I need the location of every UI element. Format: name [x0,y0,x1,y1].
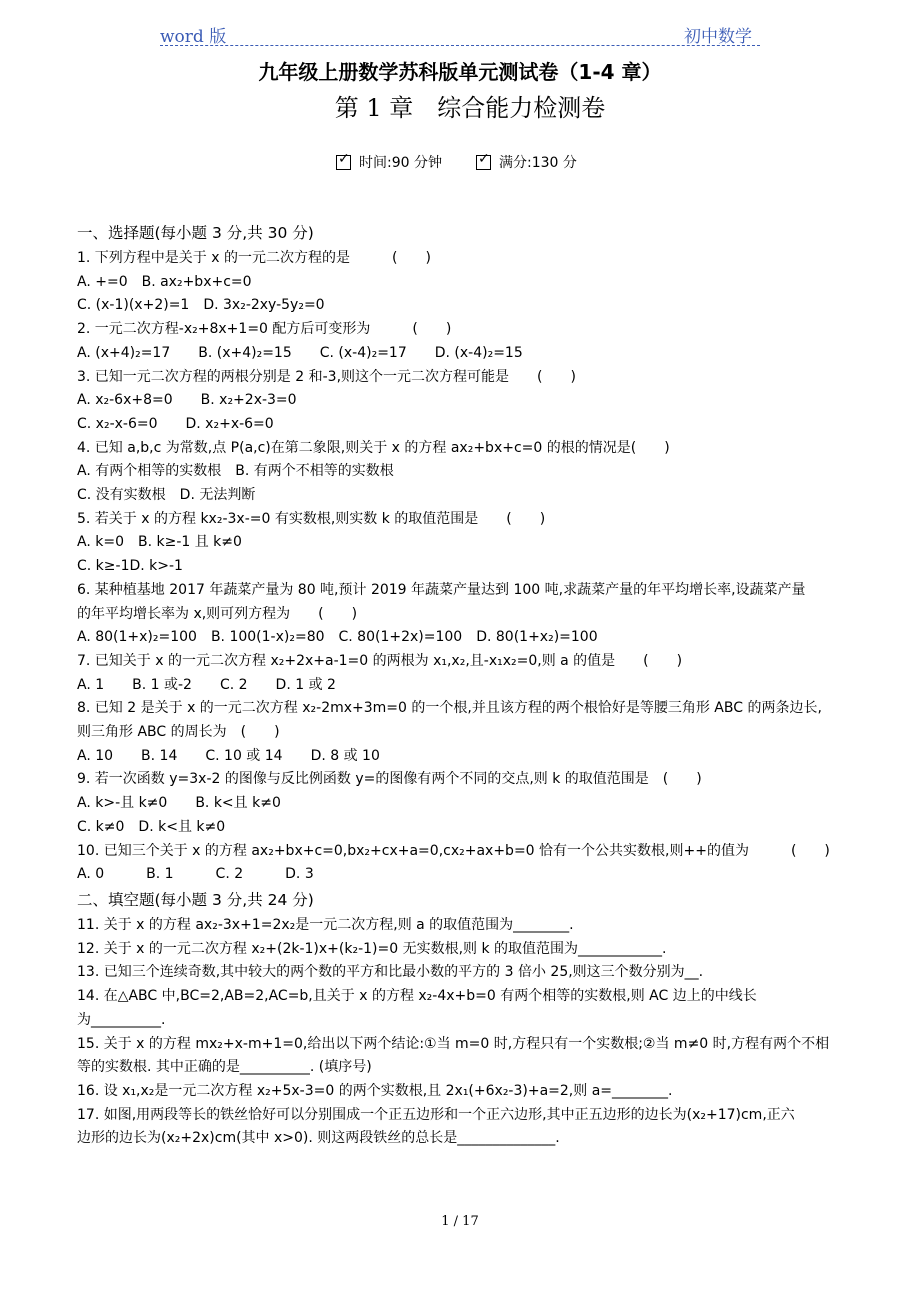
question-line: A. x₂-6x+8=0 B. x₂+2x-3=0 [77,392,297,409]
chapter-subtitle: 第 1 章 综合能力检测卷 [334,94,606,122]
header-left: word 版 [160,27,227,47]
question-line: 10. 已知三个关于 x 的方程 ax₂+bx+c=0,bx₂+cx+a=0,cx₂+ax+b=0 恰有一个公共实数根,则++的值为 ( ) [77,842,830,859]
question-line: 1. 下列方程中是关于 x 的一元二次方程的是 ( ) [77,250,431,266]
question-line: A. k>-且 k≠0 B. k<且 k≠0 [77,795,281,812]
page-title: 九年级上册数学苏科版单元测试卷（1-4 章） [258,60,662,84]
checkbox-icon [336,155,351,170]
question-line: A. k=0 B. k≥-1 且 k≠0 [77,534,242,551]
question-line: C. (x-1)(x+2)=1 D. 3x₂-2xy-5y₂=0 [77,297,325,314]
time-limit: 时间:90 分钟 [359,155,442,171]
question-line: 17. 如图,用两段等长的铁丝恰好可以分别围成一个正五边形和一个正六边形,其中正五边形的边长为(x₂+17)cm,正六 [77,1106,795,1123]
question-line: 15. 关于 x 的方程 mx₂+x-m+1=0,给出以下两个结论:①当 m=0 时,方程只有一个实数根;②当 m≠0 时,方程有两个不相 [77,1035,830,1052]
question-line: A. 1 B. 1 或-2 C. 2 D. 1 或 2 [77,676,336,693]
full-score: 满分:130 分 [498,155,577,171]
question-line: A. 80(1+x)₂=100 B. 100(1-x)₂=80 C. 80(1+2x)=100 D. 80(1+x₂)=100 [77,629,598,646]
question-line: 3. 已知一元二次方程的两根分别是 2 和-3,则这个一元二次方程可能是 ( ) [77,368,576,385]
question-line: 9. 若一次函数 y=3x-2 的图像与反比例函数 y=的图像有两个不同的交点,则 k 的取值范围是 ( ) [77,771,702,788]
header-divider [160,45,760,46]
question-line: C. x₂-x-6=0 D. x₂+x-6=0 [77,415,274,432]
question-line: 8. 已知 2 是关于 x 的一元二次方程 x₂-2mx+3m=0 的一个根,并且该方程的两个根恰好是等腰三角形 ABC 的两条边长, [77,700,822,717]
question-line: 16. 设 x₁,x₂是一元二次方程 x₂+5x-3=0 的两个实数根,且 2x₁(+6x₂-3)+a=2,则 a=________. [77,1082,673,1099]
question-line: A. (x+4)₂=17 B. (x+4)₂=15 C. (x-4)₂=17 D. (x-4)₂=15 [77,344,523,361]
exam-content [77,220,843,1151]
question-line: 的年平均增长率为 x,则可列方程为 ( ) [77,605,358,622]
question-line: C. k≠0 D. k<且 k≠0 [77,818,226,835]
checkbox-icon [476,155,491,170]
question-line: A. 0 B. 1 C. 2 D. 3 [77,866,314,883]
question-line: 12. 关于 x 的一元二次方程 x₂+(2k-1)x+(k₂-1)=0 无实数根,则 k 的取值范围为____________. [77,940,667,957]
question-line: 4. 已知 a,b,c 为常数,点 P(a,c)在第二象限,则关于 x 的方程 ax₂+bx+c=0 的根的情况是( ) [77,439,670,456]
question-line: A. 有两个相等的实数根 B. 有两个不相等的实数根 [77,463,394,480]
page-number: 1 / 17 [441,1214,479,1229]
question-line: 边形的边长为(x₂+2x)cm(其中 x>0). 则这两段铁丝的总长是______________. [77,1130,560,1147]
section-heading: 一、选择题(每小题 3 分,共 30 分) [77,224,314,242]
question-line: 6. 某种植基地 2017 年蔬菜产量为 80 吨,预计 2019 年蔬菜产量达到 100 吨,求蔬菜产量的年平均增长率,设蔬菜产量 [77,581,806,598]
section-heading: 二、填空题(每小题 3 分,共 24 分) [77,890,314,909]
question-line: A. +=0 B. ax₂+bx+c=0 [77,273,252,290]
question-line: 5. 若关于 x 的方程 kx₂-3x-=0 有实数根,则实数 k 的取值范围是 ( ) [77,510,546,527]
question-line: C. k≥-1D. k>-1 [77,558,183,575]
exam-meta [336,152,577,172]
question-line: 13. 已知三个连续奇数,其中较大的两个数的平方和比最小数的平方的 3 倍小 25,则这三个数分别为__. [77,964,704,981]
question-line: 则三角形 ABC 的周长为 ( ) [77,724,280,741]
question-line: A. 10 B. 14 C. 10 或 14 D. 8 或 10 [77,747,380,764]
question-line: 2. 一元二次方程-x₂+8x+1=0 配方后可变形为 ( ) [77,321,452,338]
question-line: 为__________. [77,1011,166,1028]
header-right: 初中数学 [684,27,752,47]
question-line: 7. 已知关于 x 的一元二次方程 x₂+2x+a-1=0 的两根为 x₁,x₂,且-x₁x₂=0,则 a 的值是 ( ) [77,652,683,669]
question-line: 11. 关于 x 的方程 ax₂-3x+1=2x₂是一元二次方程,则 a 的取值范围为________. [77,916,574,933]
question-line: 等的实数根. 其中正确的是__________. (填序号) [77,1059,372,1076]
question-line: 14. 在△ABC 中,BC=2,AB=2,AC=b,且关于 x 的方程 x₂-4x+b=0 有两个相等的实数根,则 AC 边上的中线长 [77,988,757,1005]
question-line: C. 没有实数根 D. 无法判断 [77,487,256,504]
